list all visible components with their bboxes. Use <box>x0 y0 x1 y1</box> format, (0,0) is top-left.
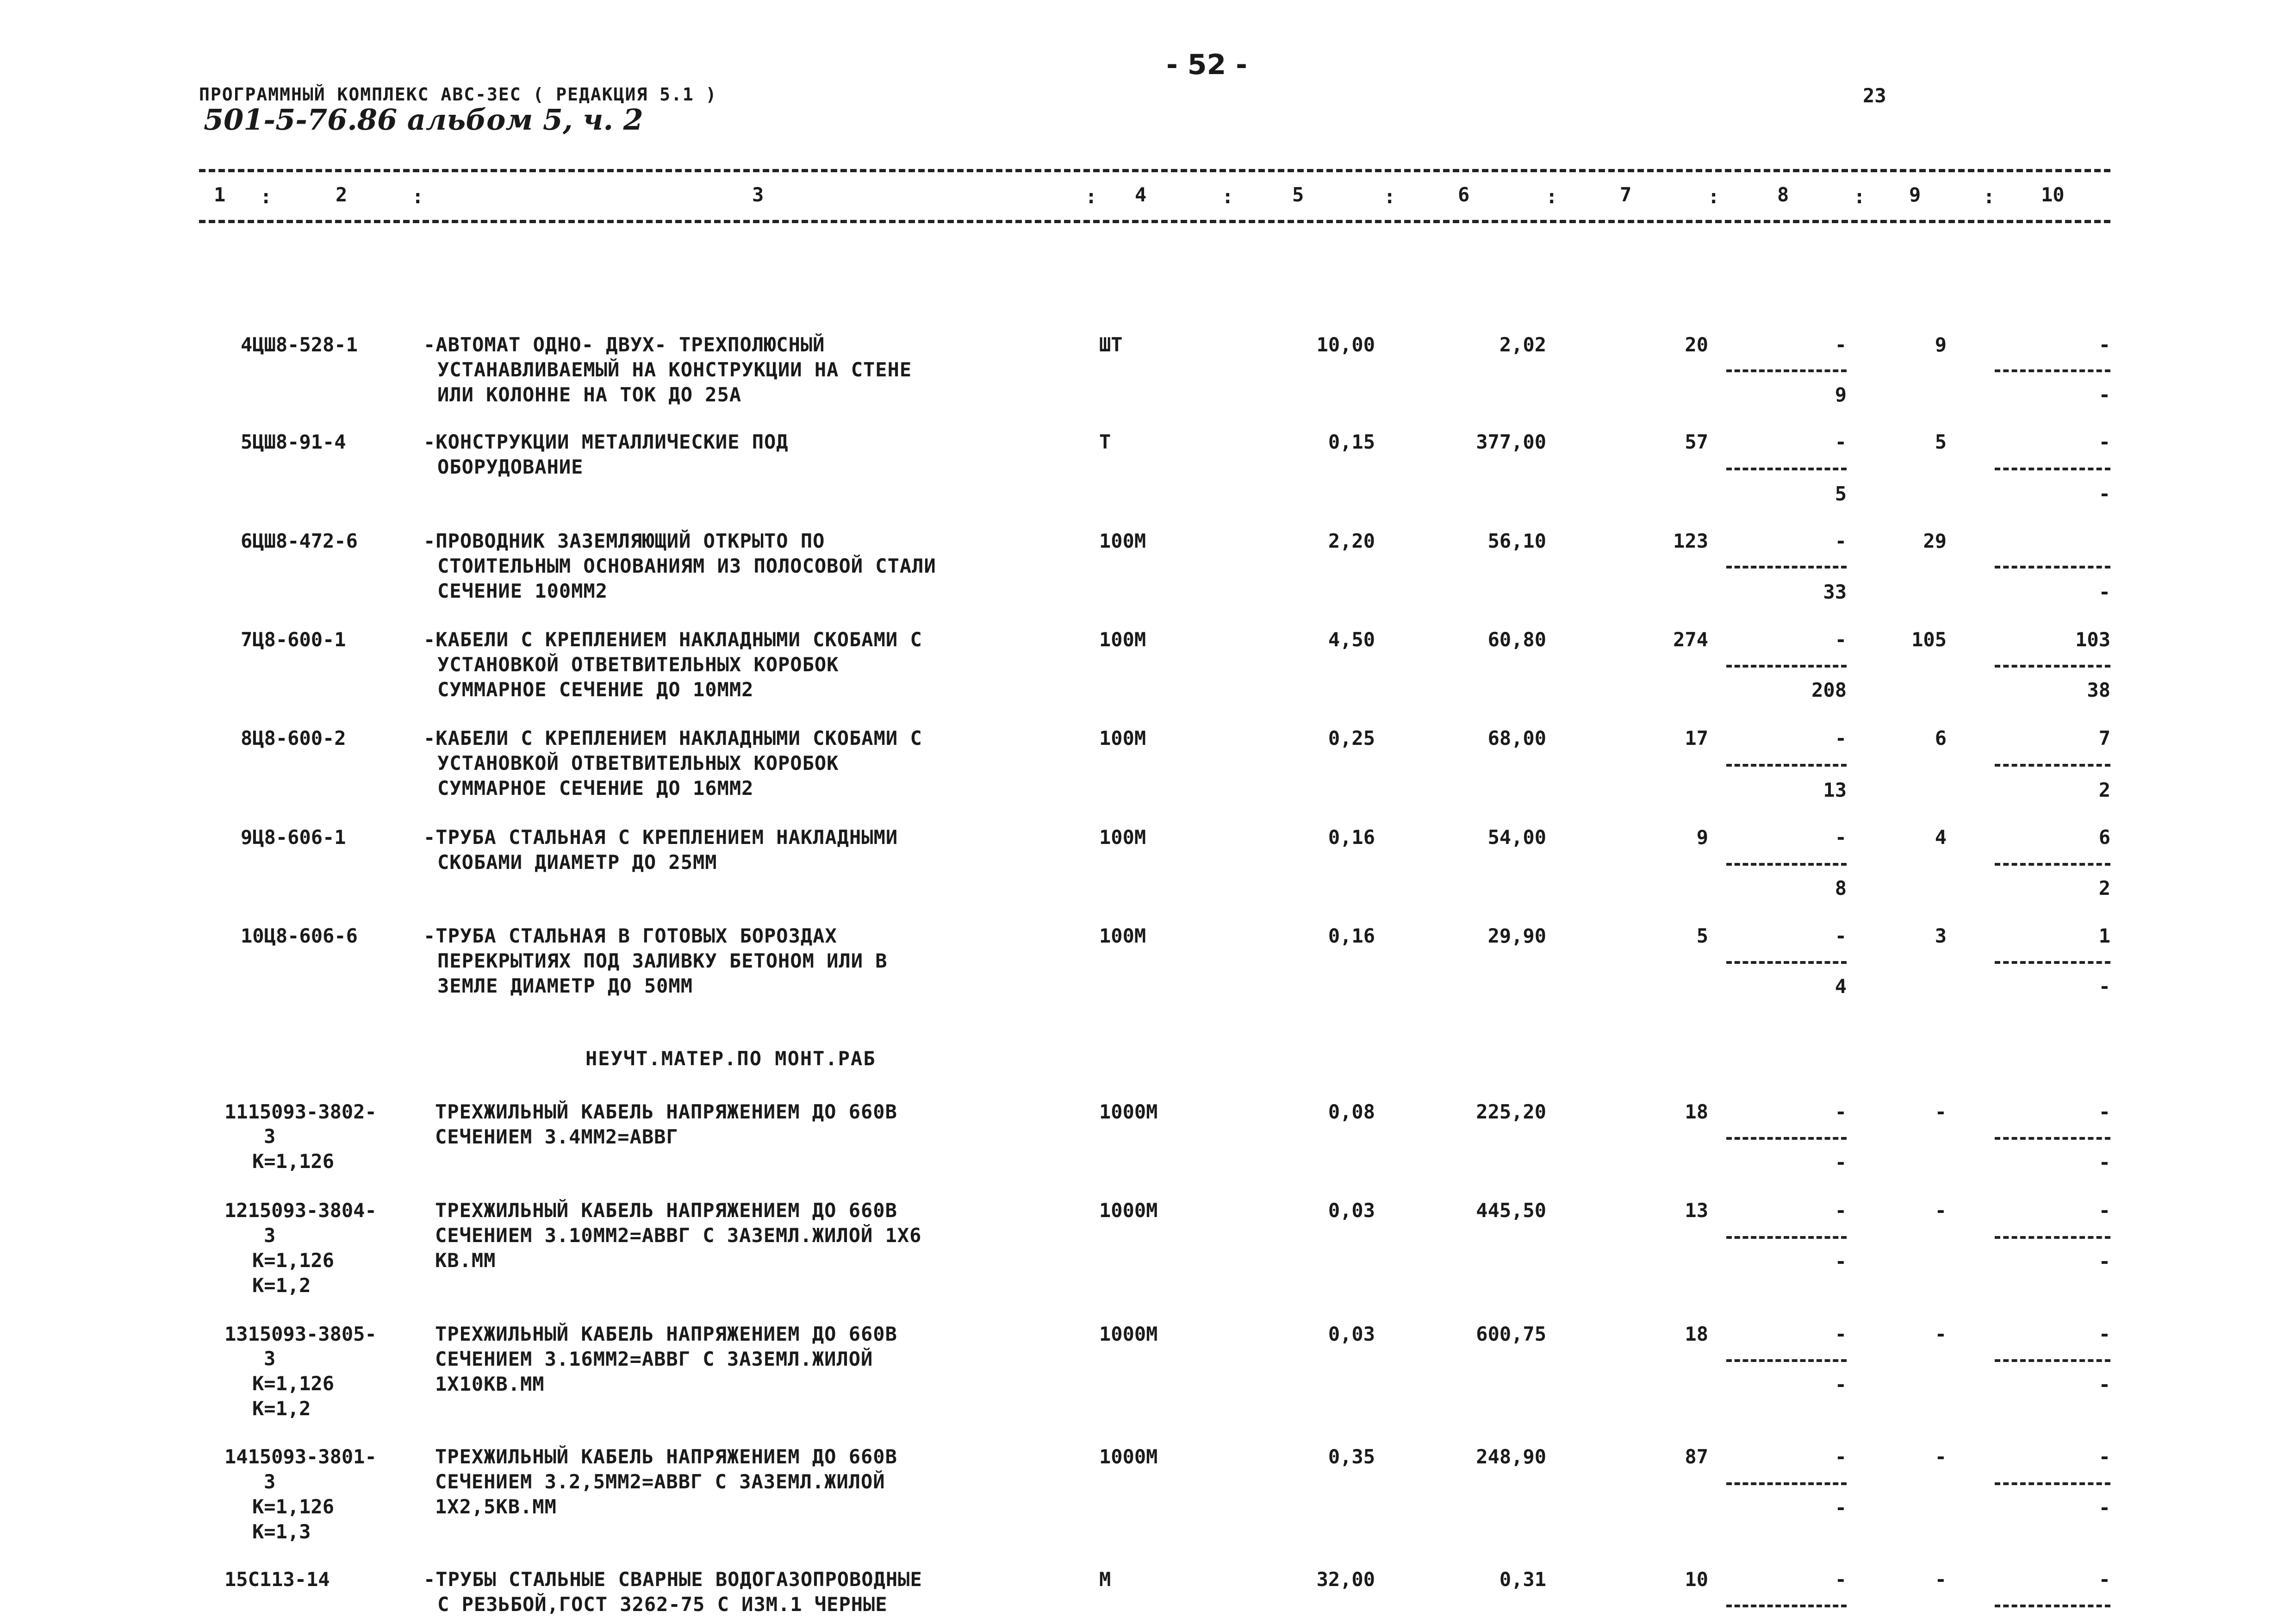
row-col8-top: - <box>1835 727 1847 750</box>
col-3: 3 <box>752 183 764 206</box>
row-coefficient: К=1,2 <box>252 1397 311 1420</box>
row-col10-top: - <box>2098 1445 2110 1468</box>
row-col9: - <box>1935 1445 1947 1468</box>
row-col9: 4 <box>1935 826 1947 849</box>
row-col10-top: 103 <box>2075 628 2110 651</box>
fraction-line <box>1726 468 1847 470</box>
col-sep: : <box>1854 185 1866 208</box>
fraction-line <box>1995 961 2110 964</box>
col-sep: : <box>1546 185 1558 208</box>
row-description: ТРЕХЖИЛЬНЫЙ КАБЕЛЬ НАПРЯЖЕНИЕМ ДО 660В СЕЧЕНИЕМ 3.16ММ2=АВВГ С ЗАЗЕМЛ.ЖИЛОЙ 1Х10КВ.ММ <box>435 1323 897 1395</box>
fraction-line <box>1995 1236 2110 1239</box>
resource-code: 15093-3802- <box>248 1100 377 1123</box>
row-col10-bottom: - <box>2098 1151 2110 1174</box>
row-col8-top: - <box>1835 431 1847 453</box>
row-number: 7 <box>241 628 253 651</box>
row-unit-price: 445,50 <box>1476 1199 1546 1222</box>
row-col10-bottom: 2 <box>2098 779 2110 801</box>
resource-code: Ц8-606-6 <box>264 924 358 947</box>
row-col8-bottom: - <box>1835 1151 1847 1174</box>
row-number: 11 <box>224 1100 248 1123</box>
row-number: 13 <box>224 1323 248 1345</box>
fraction-line <box>1995 1482 2110 1485</box>
fraction-line <box>1995 369 2110 372</box>
resource-code: 15093-3801- <box>248 1445 377 1468</box>
col-sep: : <box>1085 185 1097 208</box>
handwritten-note: 501-5-76.86 альбом 5, ч. 2 <box>204 103 643 137</box>
row-total: 123 <box>1673 530 1708 552</box>
fraction-line <box>1726 863 1847 866</box>
row-quantity: 0,25 <box>1328 727 1375 750</box>
row-extra: 3 <box>264 1470 276 1493</box>
resource-code: С113-14 <box>248 1568 330 1591</box>
row-number: 8 <box>241 727 253 750</box>
header-rule-top <box>199 169 2110 172</box>
row-col10-top: 1 <box>2098 924 2110 947</box>
row-number: 12 <box>224 1199 248 1222</box>
row-col10-bottom: - <box>2098 1496 2110 1519</box>
row-coefficient: К=1,126 <box>252 1150 335 1173</box>
row-total: 274 <box>1673 628 1708 651</box>
row-col10-top: - <box>2098 1568 2110 1591</box>
col-sep: : <box>1222 185 1234 208</box>
row-col8-top: - <box>1835 1568 1847 1591</box>
row-col8-top: - <box>1835 333 1847 356</box>
fraction-line <box>1995 1359 2110 1362</box>
row-col8-top: - <box>1835 1199 1847 1222</box>
row-unit: 1000М <box>1099 1323 1158 1345</box>
row-number: 5 <box>241 431 253 453</box>
row-unit: 1000М <box>1099 1445 1158 1468</box>
section-title: НЕУЧТ.МАТЕР.ПО МОНТ.РАБ <box>585 1047 876 1070</box>
resource-code: Ц8-606-1 <box>252 826 346 849</box>
row-number: 4 <box>241 333 253 356</box>
row-col8-top: - <box>1835 1100 1847 1123</box>
row-unit-price: 2,02 <box>1499 333 1546 356</box>
program-title: ПРОГРАММНЫЙ КОМПЛЕКС АВС-3ЕС ( РЕДАКЦИЯ 5.1 ) <box>199 84 717 105</box>
row-unit: 1000М <box>1099 1100 1158 1123</box>
row-description: -КАБЕЛИ С КРЕПЛЕНИЕМ НАКЛАДНЫМИ СКОБАМИ С УСТАНОВКОЙ ОТВЕТВИТЕЛЬНЫХ КОРОБОК СУММАРНОЕ СЕЧЕНИЕ ДО 10ММ2 <box>423 628 922 701</box>
fraction-line <box>1726 1605 1847 1607</box>
row-description: ТРЕХЖИЛЬНЫЙ КАБЕЛЬ НАПРЯЖЕНИЕМ ДО 660В СЕЧЕНИЕМ 3.2,5ММ2=АВВГ С ЗАЗЕМЛ.ЖИЛОЙ 1Х2,5КВ.ММ <box>435 1445 897 1518</box>
row-total: 87 <box>1685 1445 1708 1468</box>
row-coefficient: К=1,3 <box>252 1520 311 1543</box>
row-unit-price: 0,31 <box>1499 1568 1546 1591</box>
row-unit-price: 68,00 <box>1487 727 1546 750</box>
fraction-line <box>1995 764 2110 767</box>
col-sep: : <box>1708 185 1720 208</box>
row-coefficient: К=1,126 <box>252 1495 335 1518</box>
col-5: 5 <box>1292 183 1304 206</box>
row-col8-bottom: 8 <box>1835 877 1847 899</box>
resource-code: 15093-3804- <box>248 1199 377 1222</box>
sheet-number: 23 <box>1863 84 1886 107</box>
row-col10-bottom: - <box>2098 975 2110 998</box>
row-coefficient: К=1,2 <box>252 1274 311 1297</box>
row-quantity: 2,20 <box>1328 530 1375 552</box>
row-quantity: 0,03 <box>1328 1199 1375 1222</box>
row-col10-bottom: 38 <box>2087 679 2110 701</box>
row-col8-bottom: - <box>1835 1250 1847 1273</box>
row-col8-top: - <box>1835 1445 1847 1468</box>
row-coefficient: К=1,126 <box>252 1249 335 1272</box>
fraction-line <box>1726 1482 1847 1485</box>
row-unit: 100М <box>1099 727 1146 750</box>
row-unit: 100М <box>1099 826 1146 849</box>
header-rule-bottom <box>199 220 2110 223</box>
row-col8-bottom: - <box>1835 1373 1847 1396</box>
col-2: 2 <box>336 183 348 206</box>
row-unit-price: 29,90 <box>1487 924 1546 947</box>
row-total: 18 <box>1685 1100 1708 1123</box>
resource-code: Ц8-600-1 <box>252 628 346 651</box>
fraction-line <box>1726 566 1847 568</box>
resource-code: ЦШ8-472-6 <box>252 530 358 552</box>
col-sep: : <box>1983 185 1995 208</box>
fraction-line <box>1995 468 2110 470</box>
col-9: 9 <box>1909 183 1921 206</box>
row-col8-bottom: 208 <box>1811 679 1847 701</box>
row-col8-top: - <box>1835 826 1847 849</box>
col-8: 8 <box>1777 183 1789 206</box>
row-coefficient: К=1,126 <box>252 1372 335 1395</box>
row-description: -АВТОМАТ ОДНО- ДВУХ- ТРЕХПОЛЮСНЫЙ УСТАНАВЛИВАЕМЫЙ НА КОНСТРУКЦИИ НА СТЕНЕ ИЛИ КОЛОННЕ НА ТОК ДО 25А <box>423 333 912 406</box>
row-description: -ПРОВОДНИК ЗАЗЕМЛЯЮЩИЙ ОТКРЫТО ПО СТОИТЕЛЬНЫМ ОСНОВАНИЯМ ИЗ ПОЛОСОВОЙ СТАЛИ СЕЧЕНИЕ 100ММ2 <box>423 530 936 602</box>
row-quantity: 0,16 <box>1328 924 1375 947</box>
fraction-line <box>1995 566 2110 568</box>
row-col8-bottom: 4 <box>1835 975 1847 998</box>
row-total: 20 <box>1685 333 1708 356</box>
row-quantity: 4,50 <box>1328 628 1375 651</box>
row-col9: 5 <box>1935 431 1947 453</box>
row-extra: 3 <box>264 1125 276 1148</box>
row-col10-top: - <box>2098 1199 2110 1222</box>
row-col9: 9 <box>1935 333 1947 356</box>
row-unit-price: 377,00 <box>1476 431 1546 453</box>
resource-code: ЦШ8-91-4 <box>252 431 346 453</box>
row-quantity: 0,03 <box>1328 1323 1375 1345</box>
row-unit: 100М <box>1099 530 1146 552</box>
row-col9: 3 <box>1935 924 1947 947</box>
row-number: 15 <box>224 1568 248 1591</box>
row-col8-bottom: 13 <box>1823 779 1847 801</box>
row-total: 9 <box>1696 826 1708 849</box>
row-col8-bottom: 9 <box>1835 383 1847 406</box>
row-quantity: 32,00 <box>1316 1568 1375 1591</box>
fraction-line <box>1726 665 1847 668</box>
col-1: 1 <box>214 183 226 206</box>
row-total: 5 <box>1696 924 1708 947</box>
row-unit-price: 225,20 <box>1476 1100 1546 1123</box>
col-sep: : <box>1384 185 1396 208</box>
row-total: 18 <box>1685 1323 1708 1345</box>
row-number: 14 <box>224 1445 248 1468</box>
fraction-line <box>1726 961 1847 964</box>
row-extra: 3 <box>264 1347 276 1370</box>
row-col9: 6 <box>1935 727 1947 750</box>
row-col10-top: - <box>2098 333 2110 356</box>
row-col10-top: - <box>2098 431 2110 453</box>
row-number: 9 <box>241 826 253 849</box>
resource-code: 15093-3805- <box>248 1323 377 1345</box>
row-unit: 100М <box>1099 628 1146 651</box>
col-10: 10 <box>2041 183 2065 206</box>
row-unit: Т <box>1099 431 1111 453</box>
row-col8-bottom: - <box>1835 1496 1847 1519</box>
row-col10-bottom: - <box>2098 581 2110 603</box>
row-unit-price: 60,80 <box>1487 628 1546 651</box>
row-total: 13 <box>1685 1199 1708 1222</box>
fraction-line <box>1995 665 2110 668</box>
row-quantity: 10,00 <box>1316 333 1375 356</box>
col-7: 7 <box>1620 183 1632 206</box>
row-col10-bottom: - <box>2098 1373 2110 1396</box>
row-unit-price: 600,75 <box>1476 1323 1546 1345</box>
page-number: - 52 - <box>1166 49 1248 81</box>
row-unit-price: 248,90 <box>1476 1445 1546 1468</box>
row-quantity: 0,15 <box>1328 431 1375 453</box>
fraction-line <box>1995 863 2110 866</box>
col-sep: : <box>260 185 272 208</box>
row-quantity: 0,35 <box>1328 1445 1375 1468</box>
row-unit-price: 56,10 <box>1487 530 1546 552</box>
row-col10-top: 6 <box>2098 826 2110 849</box>
col-4: 4 <box>1135 183 1147 206</box>
row-col8-bottom: 5 <box>1835 482 1847 505</box>
row-unit: 1000М <box>1099 1199 1158 1222</box>
row-quantity: 0,08 <box>1328 1100 1375 1123</box>
row-description: -ТРУБЫ СТАЛЬНЫЕ СВАРНЫЕ ВОДОГАЗОПРОВОДНЫЕ С РЕЗЬБОЙ,ГОСТ 3262-75 С ИЗМ.1 ЧЕРНЫЕ <box>423 1568 922 1616</box>
row-total: 57 <box>1685 431 1708 453</box>
row-col9: - <box>1935 1100 1947 1123</box>
resource-code: Ц8-600-2 <box>252 727 346 750</box>
row-description: -ТРУБА СТАЛЬНАЯ С КРЕПЛЕНИЕМ НАКЛАДНЫМИ СКОБАМИ ДИАМЕТР ДО 25ММ <box>423 826 898 874</box>
row-description: -КАБЕЛИ С КРЕПЛЕНИЕМ НАКЛАДНЫМИ СКОБАМИ С УСТАНОВКОЙ ОТВЕТВИТЕЛЬНЫХ КОРОБОК СУММАРНОЕ СЕЧЕНИЕ ДО 16ММ2 <box>423 727 922 800</box>
row-quantity: 0,16 <box>1328 826 1375 849</box>
fraction-line <box>1726 369 1847 372</box>
row-col8-bottom: 33 <box>1823 581 1847 603</box>
row-description: -КОНСТРУКЦИИ МЕТАЛЛИЧЕСКИЕ ПОД ОБОРУДОВАНИЕ <box>423 431 789 478</box>
row-unit-price: 54,00 <box>1487 826 1546 849</box>
col-6: 6 <box>1458 183 1470 206</box>
row-number: 10 <box>241 924 264 947</box>
row-col10-bottom: - <box>2098 1250 2110 1273</box>
row-extra: 3 <box>264 1224 276 1247</box>
row-col10-bottom: - <box>2098 383 2110 406</box>
row-unit: 100М <box>1099 924 1146 947</box>
row-col8-top: - <box>1835 1323 1847 1345</box>
fraction-line <box>1726 1236 1847 1239</box>
fraction-line <box>1726 1359 1847 1362</box>
row-col9: - <box>1935 1323 1947 1345</box>
row-col10-top: 7 <box>2098 727 2110 750</box>
row-description: ТРЕХЖИЛЬНЫЙ КАБЕЛЬ НАПРЯЖЕНИЕМ ДО 660В СЕЧЕНИЕМ 3.4ММ2=АВВГ <box>435 1100 897 1148</box>
row-col9: 105 <box>1911 628 1947 651</box>
fraction-line <box>1995 1605 2110 1607</box>
row-description: ТРЕХЖИЛЬНЫЙ КАБЕЛЬ НАПРЯЖЕНИЕМ ДО 660В СЕЧЕНИЕМ 3.10ММ2=АВВГ С ЗАЗЕМЛ.ЖИЛОЙ 1Х6 КВ.ММ <box>435 1199 922 1272</box>
row-unit: М <box>1099 1568 1111 1591</box>
row-col10-top: - <box>2098 1100 2110 1123</box>
row-total: 10 <box>1685 1568 1708 1591</box>
row-col10-bottom: - <box>2098 482 2110 505</box>
resource-code: ЦШ8-528-1 <box>252 333 358 356</box>
fraction-line <box>1726 1137 1847 1140</box>
fraction-line <box>1726 764 1847 767</box>
row-col10-top: - <box>2098 1323 2110 1345</box>
row-col9: - <box>1935 1199 1947 1222</box>
row-col9: - <box>1935 1568 1947 1591</box>
row-number: 6 <box>241 530 253 552</box>
fraction-line <box>1995 1137 2110 1140</box>
row-col8-top: - <box>1835 530 1847 552</box>
row-description: -ТРУБА СТАЛЬНАЯ В ГОТОВЫХ БОРОЗДАХ ПЕРЕКРЫТИЯХ ПОД ЗАЛИВКУ БЕТОНОМ ИЛИ В ЗЕМЛЕ ДИАМЕТР ДО 50ММ <box>423 924 888 997</box>
col-sep: : <box>412 185 424 208</box>
row-col8-top: - <box>1835 628 1847 651</box>
row-col9: 29 <box>1923 530 1947 552</box>
row-col8-top: - <box>1835 924 1847 947</box>
row-col10-bottom: 2 <box>2098 877 2110 899</box>
row-total: 17 <box>1685 727 1708 750</box>
row-unit: ШТ <box>1099 333 1123 356</box>
